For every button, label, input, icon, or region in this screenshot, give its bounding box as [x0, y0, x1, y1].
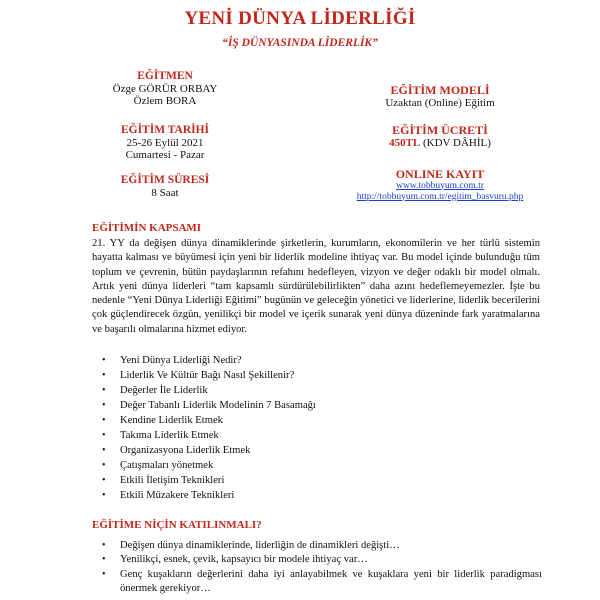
model-block [340, 84, 540, 109]
bullet-icon: • [102, 370, 106, 381]
fee-amount: 450TL [389, 136, 421, 149]
reasons-list [90, 539, 542, 597]
bullet-icon: • [102, 445, 106, 456]
model-value: Uzaktan (Online) Eğitim [385, 96, 495, 109]
topic-text: Kendine Liderlik Etmek [120, 415, 223, 426]
topic-text: Organizasyona Liderlik Etmek [120, 445, 251, 456]
instructor-label: EĞİTMEN [137, 70, 193, 82]
registration-block [340, 168, 540, 203]
registration-label: ONLINE KAYIT [395, 167, 485, 181]
model-label: EĞİTİM MODELİ [390, 83, 490, 97]
duration-value: 8 Saat [151, 186, 179, 199]
scope-paragraph: 21. YY da değişen dünya dinamiklerinde şirketlerin, kurumların, ekonomilerin ve her türlü sistemin hayatta kalması ve büyümesi için yeni bir liderlik modeline ihtiyaç var. Bu model içinde bulunduğu tüm toplum ve çevrenin, bütün paydaşlarının refahını hedefleyen, vizyon ve değer odaklı bir model olmalı. Artık yeni dünya liderleri “tam kapsamlı sürdürülebilirlikten” daha azını hedeflemeyemezler. İşte bu nedenle “Yeni Dünya Liderliği Eğitimi” bugünün ve geleceğin yönetici ve liderlerine, liderlik becerilerini çok güçlendirecek özgün, yenilikçi bir model ve içerik sunarak yeni dünya düzeninde fark yaratmalarına ve başarılı olmalarına hizmet ediyor. [92, 238, 540, 335]
fee-note: (KDV DÂHİL) [420, 136, 491, 149]
bullet-icon: • [102, 554, 106, 566]
bullet-icon: • [102, 460, 106, 471]
bullet-icon: • [102, 475, 106, 486]
topic-text: Yeni Dünya Liderliği Nedir? [120, 355, 242, 366]
page-subtitle: “İŞ DÜNYASINDA LİDERLİK” [222, 37, 378, 49]
topic-text: Etkili İletişim Teknikleri [120, 475, 225, 486]
list-item [90, 443, 316, 458]
list-item [90, 398, 316, 413]
topic-text: Çatışmaları yönetmek [120, 460, 214, 471]
duration-label: EĞİTİM SÜRESİ [120, 174, 210, 186]
list-item [90, 368, 316, 383]
topics-list [90, 353, 316, 503]
topic-text: Liderlik Ve Kültür Bağı Nasıl Şekillenir? [120, 370, 295, 381]
reason-text: Genç kuşakların değerlerini daha iyi anlayabilmek ve kuşaklara yeni bir liderlik paradigması önermek gerekiyor… [120, 568, 542, 595]
list-item [90, 353, 316, 368]
reason-text: Değişen dünya dinamiklerinde, liderliğin de dinamikleri değişti… [120, 540, 400, 551]
scope-title: EĞİTİMİN KAPSAMI [92, 222, 202, 234]
bullet-icon: • [102, 400, 106, 411]
topic-text: Değer Tabanlı Liderlik Modelinin 7 Basamağı [120, 400, 316, 411]
bullet-icon: • [102, 385, 106, 396]
list-item [90, 568, 542, 597]
duration-block [80, 174, 250, 199]
list-item [90, 458, 316, 473]
bullet-icon: • [102, 568, 106, 580]
instructor-name-2: Özlem BORA [133, 95, 197, 107]
date-label: EĞİTİM TARİHİ [120, 124, 210, 136]
bullet-icon: • [102, 540, 106, 551]
bullet-icon: • [102, 490, 106, 501]
list-item [90, 539, 542, 553]
bullet-icon: • [102, 430, 106, 441]
list-item [90, 473, 316, 488]
fee-label: EĞİTİM ÜCRETİ [392, 123, 488, 137]
instructor-name-1: Özge GÖRÜR ORBAY [112, 82, 218, 95]
bullet-icon: • [102, 355, 106, 366]
topic-text: Değerler İle Liderlik [120, 385, 208, 396]
topic-text: Etkili Müzakere Teknikleri [120, 490, 235, 501]
bullet-icon: • [102, 415, 106, 426]
page-title: YENİ DÜNYA LİDERLİĞİ [184, 8, 416, 29]
topic-text: Takıma Liderlik Etmek [120, 430, 219, 441]
fee-line [340, 137, 540, 150]
instructor-block [80, 70, 250, 108]
date-days: Cumartesi - Pazar [125, 149, 205, 161]
list-item [90, 553, 542, 567]
list-item [90, 428, 316, 443]
date-value: 25-26 Eylül 2021 [126, 136, 204, 149]
date-block [80, 124, 250, 162]
reason-text: Yenilikçi, esnek, çevik, kapsayıcı bir modele ihtiyaç var… [120, 554, 368, 566]
list-item [90, 413, 316, 428]
list-item [90, 383, 316, 398]
registration-form-link[interactable]: http://tobbuyum.com.tr/egitim_basvuru.php [356, 191, 524, 202]
why-title: EĞİTİME NİÇİN KATILINMALI? [92, 519, 262, 531]
list-item [90, 488, 316, 503]
registration-site-link[interactable]: www.tobbuyum.com.tr [396, 180, 484, 191]
fee-block [340, 124, 540, 149]
